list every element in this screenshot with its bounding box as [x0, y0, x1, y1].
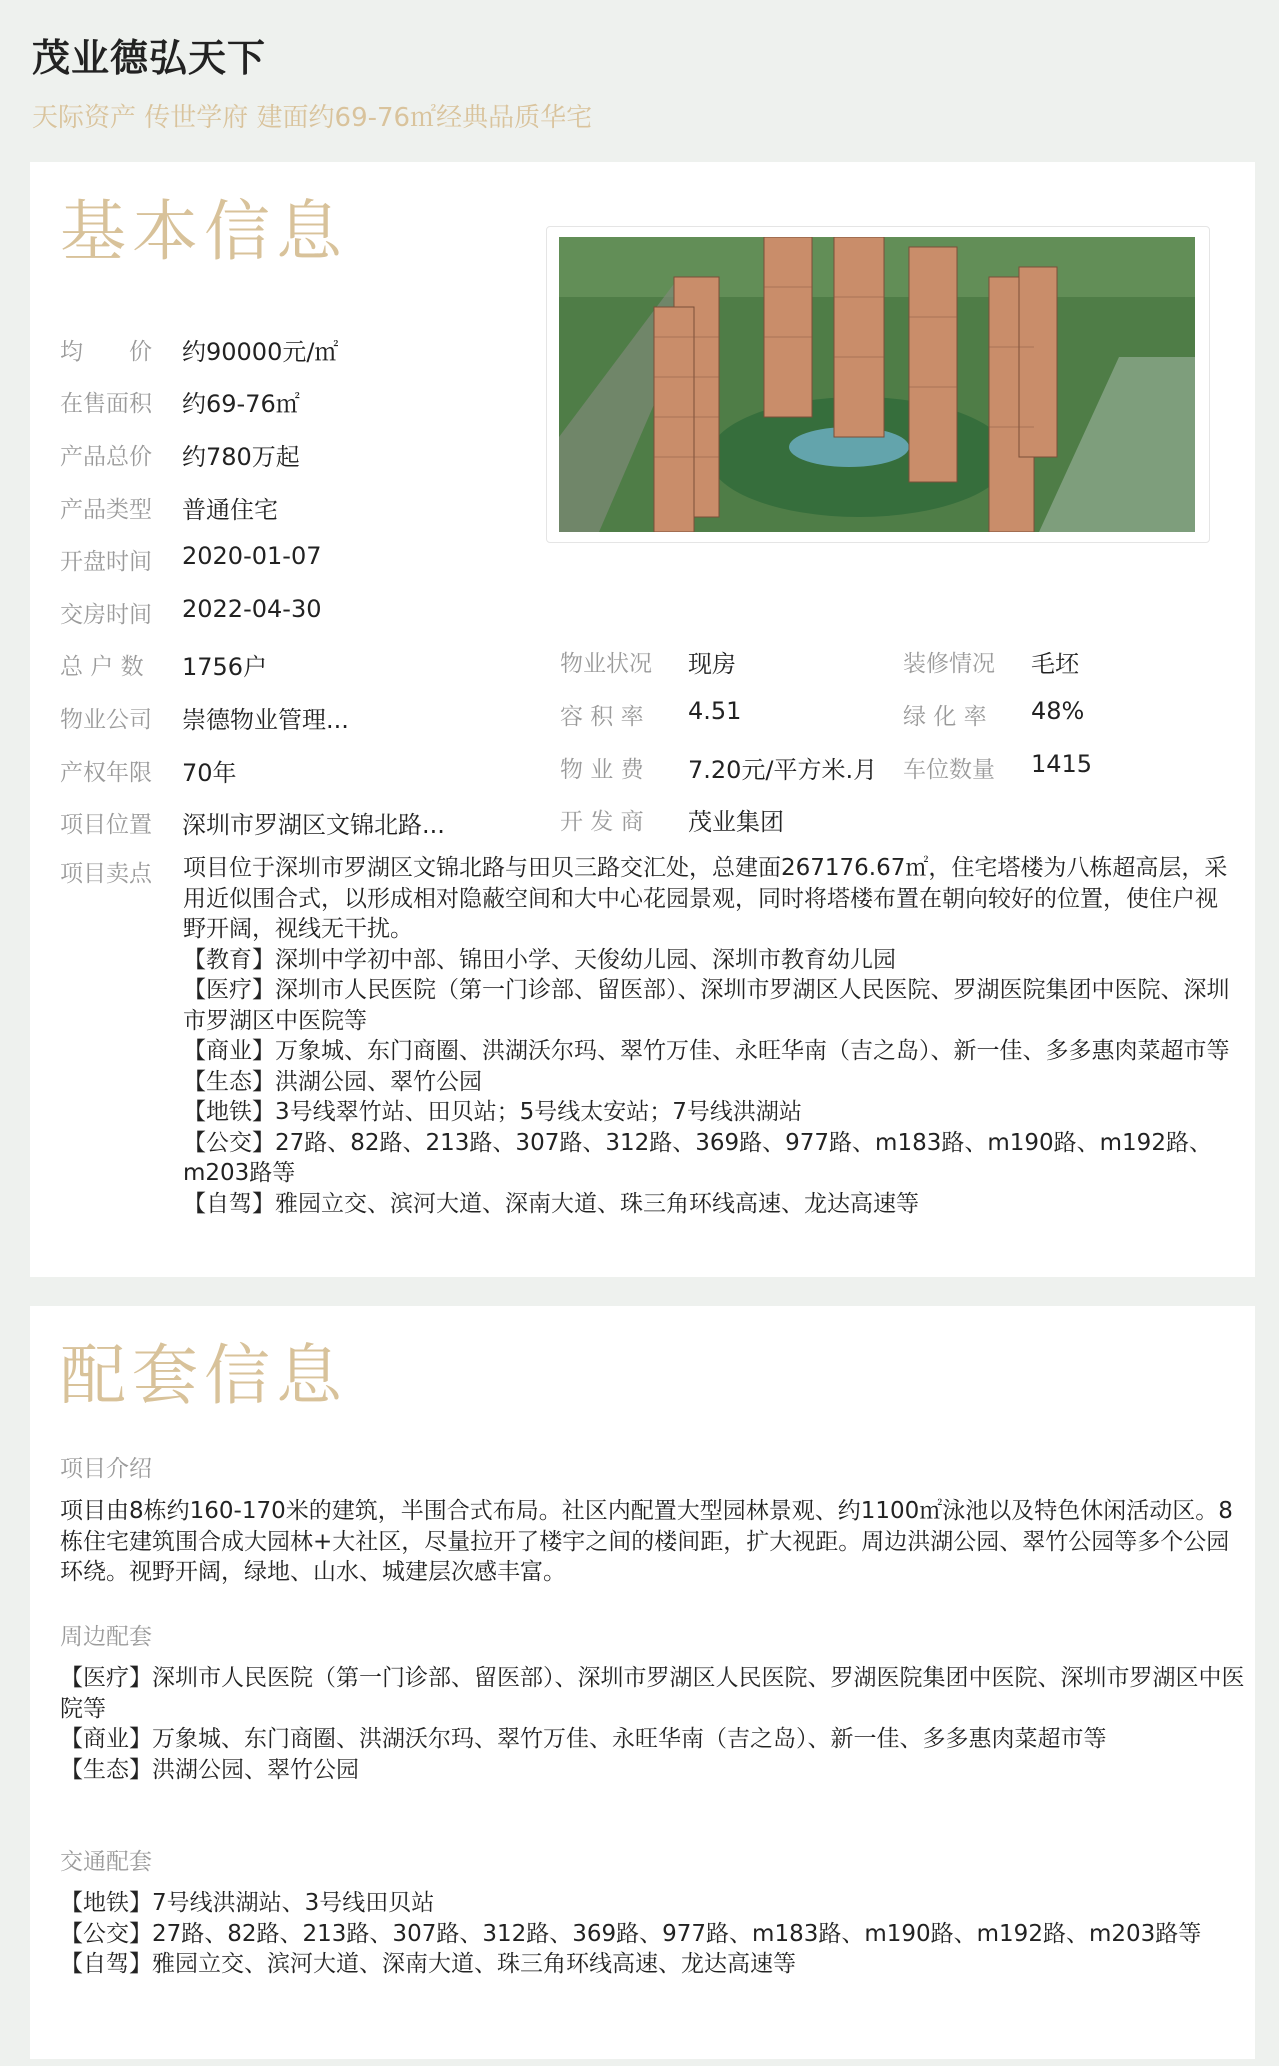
green-rate-label: 绿 化 率	[903, 704, 987, 730]
traffic-label: 交通配套	[60, 1849, 152, 1875]
plot-ratio-label: 容 积 率	[560, 704, 644, 730]
households-label: 总 户 数	[60, 654, 144, 680]
area-value: 约69-76㎡	[182, 390, 300, 418]
total-price-label: 产品总价	[60, 444, 152, 470]
page-header	[32, 30, 592, 138]
location-label: 项目位置	[60, 812, 152, 838]
traffic-list	[60, 1888, 1245, 1980]
project-image-frame[interactable]	[546, 226, 1210, 543]
intro-label: 项目介绍	[60, 1456, 152, 1482]
nearby-label: 周边配套	[60, 1624, 152, 1650]
location-value[interactable]: 深圳市罗湖区文锦北路...	[182, 811, 445, 839]
selling-point-bus: 【公交】27路、82路、213路、307路、312路、369路、977路、m183路、m190路、m192路、m203路等	[183, 1129, 1212, 1186]
facilities-title: 配套信息	[60, 1337, 348, 1414]
price-label: 均 价	[60, 339, 152, 365]
product-type-value: 普通住宅	[182, 496, 278, 524]
area-label: 在售面积	[60, 391, 152, 417]
households-value: 1756户	[182, 653, 268, 681]
parking-label: 车位数量	[903, 757, 995, 783]
property-status-label: 物业状况	[560, 651, 652, 677]
selling-point-ecology: 【生态】洪湖公园、翠竹公园	[183, 1068, 482, 1095]
nearby-ecology: 【生态】洪湖公园、翠竹公园	[60, 1756, 359, 1783]
traffic-driving: 【自驾】雅园立交、滨河大道、深南大道、珠三角环线高速、龙达高速等	[60, 1951, 796, 1977]
price-value: 约90000元/㎡	[182, 338, 339, 366]
selling-point-metro: 【地铁】3号线翠竹站、田贝站；5号线太安站；7号线洪湖站	[183, 1099, 802, 1125]
property-company-value[interactable]: 崇德物业管理...	[182, 706, 349, 734]
total-price-value: 约780万起	[182, 443, 300, 471]
intro-text	[60, 1496, 1245, 1588]
selling-points-label: 项目卖点	[60, 861, 152, 887]
opening-date-value: 2020-01-07	[182, 542, 322, 570]
property-company-label: 物业公司	[60, 707, 152, 733]
selling-point-driving: 【自驾】雅园立交、滨河大道、深南大道、珠三角环线高速、龙达高速等	[183, 1190, 919, 1217]
basic-info-card	[30, 162, 1255, 1277]
developer-label: 开 发 商	[560, 809, 644, 835]
product-type-label: 产品类型	[60, 497, 152, 523]
traffic-metro: 【地铁】7号线洪湖站、3号线田贝站	[60, 1890, 435, 1916]
property-fee-value: 7.20元/平方米.月	[688, 756, 878, 784]
nearby-list	[60, 1663, 1245, 1785]
project-title: 茂业德弘天下	[32, 36, 267, 80]
tower-render-graphic	[559, 237, 1195, 532]
project-image	[559, 237, 1195, 532]
opening-date-label: 开盘时间	[60, 549, 152, 575]
nearby-commerce: 【商业】万象城、东门商圈、洪湖沃尔玛、翠竹万佳、永旺华南（吉之岛）、新一佳、多多惠肉菜超市等	[60, 1726, 1107, 1752]
developer-value: 茂业集团	[688, 808, 784, 836]
parking-value: 1415	[1031, 750, 1093, 778]
selling-point-commerce: 【商业】万象城、东门商圈、洪湖沃尔玛、翠竹万佳、永旺华南（吉之岛）、新一佳、多多惠肉菜超市等	[183, 1038, 1230, 1064]
decoration-value: 毛坯	[1031, 650, 1079, 678]
selling-points	[183, 853, 1235, 1219]
delivery-date-label: 交房时间	[60, 602, 152, 628]
ownership-years-value: 70年	[182, 759, 237, 787]
nearby-medical: 【医疗】深圳市人民医院（第一门诊部、留医部）、深圳市罗湖区人民医院、罗湖医院集团中医院、深圳市罗湖区中医院等	[60, 1665, 1245, 1722]
basic-info-title: 基本信息	[60, 193, 348, 270]
selling-point-education: 【教育】深圳中学初中部、锦田小学、天俊幼儿园、深圳市教育幼儿园	[183, 946, 896, 973]
selling-point-summary: 项目位于深圳市罗湖区文锦北路与田贝三路交汇处，总建面267176.67㎡，住宅塔楼为八栋超高层，采用近似围合式，以形成相对隐蔽空间和大中心花园景观，同时将塔楼布置在朝向较好的位置，使住户视野开阔，视线无干扰。	[183, 855, 1228, 942]
ownership-years-label: 产权年限	[60, 760, 152, 786]
property-fee-label: 物 业 费	[560, 757, 644, 783]
decoration-label: 装修情况	[903, 651, 995, 677]
traffic-bus: 【公交】27路、82路、213路、307路、312路、369路、977路、m183路、m190路、m192路、m203路等	[60, 1920, 1202, 1947]
plot-ratio-value: 4.51	[688, 697, 742, 725]
green-rate-value: 48%	[1031, 697, 1085, 725]
intro-paragraph: 项目由8栋约160-170米的建筑，半围合式布局。社区内配置大型园林景观、约1100㎡泳池以及特色休闲活动区。8栋住宅建筑围合成大园林+大社区，尽量拉开了楼宇之间的楼间距，扩大视距。周边洪湖公园、翠竹公园等多个公园环绕。视野开阔，绿地、山水、城建层次感丰富。	[60, 1498, 1233, 1585]
project-subtitle: 天际资产 传世学府 建面约69-76㎡经典品质华宅	[32, 103, 593, 133]
delivery-date-value: 2022-04-30	[182, 595, 322, 623]
facilities-card	[30, 1306, 1255, 2059]
selling-point-medical: 【医疗】深圳市人民医院（第一门诊部、留医部）、深圳市罗湖区人民医院、罗湖医院集团中医院、深圳市罗湖区中医院等	[183, 977, 1230, 1034]
property-status-value: 现房	[688, 650, 736, 678]
